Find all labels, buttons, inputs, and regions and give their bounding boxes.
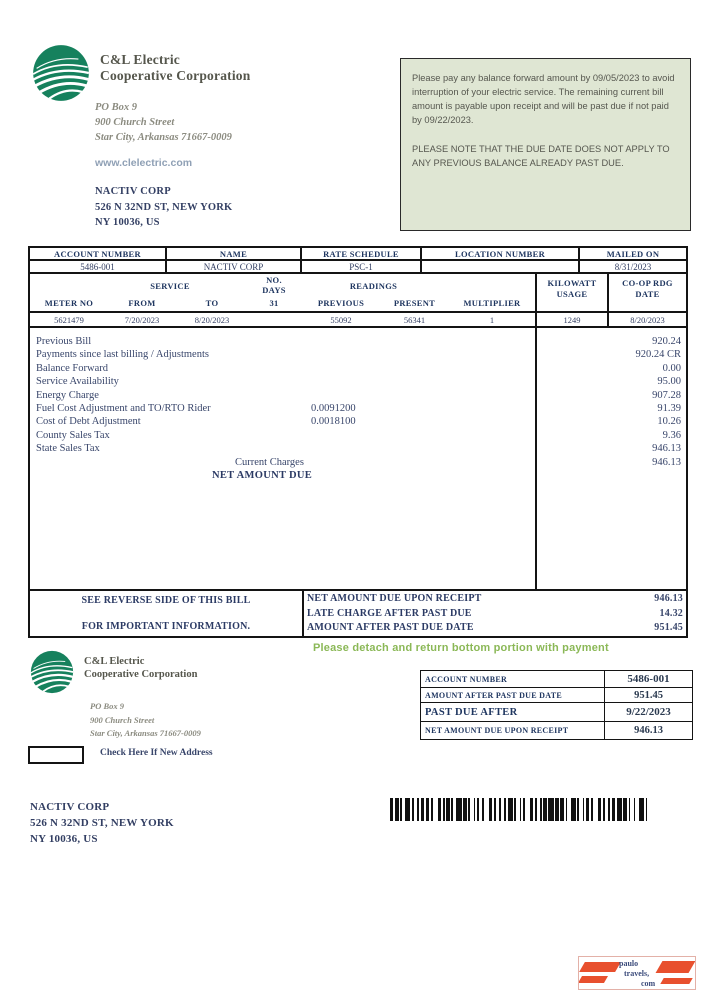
col-from: FROM — [128, 298, 156, 308]
col-kilowatt-usage: KILOWATT USAGE — [537, 274, 609, 311]
days-value: 31 — [269, 298, 279, 308]
company-website: www.clelectric.com — [95, 157, 193, 169]
service-to-value: 8/20/2023 — [194, 315, 230, 325]
remittance-row: PAST DUE AFTER 9/22/2023 — [421, 703, 692, 722]
col-mailed-on: MAILED ON — [580, 248, 686, 261]
charge-amount — [537, 469, 686, 482]
charge-amount: 9.36 — [662, 429, 681, 441]
col-meter-no: METER NO — [44, 298, 94, 308]
summary-section — [30, 589, 686, 636]
remit-past-due-after: 9/22/2023 — [604, 703, 692, 721]
company-logo-icon-small — [30, 650, 74, 694]
new-address-checkbox-label: Check Here If New Address — [100, 748, 213, 758]
remit-net-amount-due: 946.13 — [604, 722, 692, 739]
col-previous: PREVIOUS — [317, 298, 365, 308]
col-multiplier: MULTIPLIER — [463, 298, 521, 308]
col-name: NAME — [167, 248, 302, 261]
service-from-value: 7/20/2023 — [124, 315, 160, 325]
charge-amount: 946.13 — [652, 456, 681, 468]
account-value-row — [30, 261, 686, 274]
service-header-block — [30, 274, 686, 311]
col-location-number: LOCATION NUMBER — [422, 248, 580, 261]
net-amount-due-upon-receipt-value: 946.13 — [654, 593, 683, 604]
late-charge-value: 14.32 — [659, 607, 683, 619]
bill-table — [28, 246, 688, 638]
name-value: NACTIV CORP — [167, 261, 302, 274]
coop-rdg-date-value: 8/20/2023 — [630, 315, 665, 325]
remittance-customer-address: NACTIV CORP 526 N 32ND ST, NEW YORK NY 10036, US — [30, 801, 174, 845]
days-label: DAYS — [262, 285, 286, 295]
paulo-travels-watermark: paulo travels, com — [578, 956, 696, 990]
watermark-red-bar — [578, 976, 608, 983]
charge-row: Energy Charge — [36, 389, 99, 401]
present-reading-value: 56341 — [403, 315, 426, 325]
net-amount-due-label: NET AMOUNT DUE — [212, 469, 313, 481]
col-rate-schedule: RATE SCHEDULE — [302, 248, 422, 261]
charge-row: Payments since last billing / Adjustments — [36, 349, 209, 361]
company-address: PO Box 9 900 Church Street Star City, Arkansas 71667-0009 — [95, 102, 232, 143]
rate-schedule-value: PSC-1 — [302, 261, 422, 274]
remit-amount-after-past-due: 951.45 — [604, 688, 692, 702]
customer-address-block: NACTIV CORP 526 N 32ND ST, NEW YORK NY 10036, US — [95, 186, 233, 228]
col-present: PRESENT — [393, 298, 436, 308]
readings-label: READINGS — [349, 281, 398, 291]
col-coop-rdg-date: CO-OP RDG DATE — [622, 278, 673, 299]
remittance-row: AMOUNT AFTER PAST DUE DATE 951.45 — [421, 688, 692, 703]
charge-row: State Sales Tax — [36, 443, 100, 455]
company-name: C&L Electric Cooperative Corporation — [100, 52, 251, 83]
charge-amount: 907.28 — [652, 389, 681, 401]
charge-amount: 920.24 — [652, 336, 681, 347]
remittance-row: ACCOUNT NUMBER 5486-001 — [421, 671, 692, 688]
mailed-on-value: 8/31/2023 — [580, 261, 686, 274]
charge-row: County Sales Tax — [36, 429, 110, 441]
service-label: SERVICE — [150, 281, 190, 291]
charge-row: Previous Bill — [36, 336, 92, 347]
watermark-red-bar — [660, 978, 692, 984]
barcode — [390, 798, 648, 821]
kilowatt-usage-value: 1249 — [537, 313, 609, 326]
multiplier-value: 1 — [489, 315, 495, 325]
amount-after-past-due-value: 951.45 — [654, 622, 683, 633]
charges-section — [30, 326, 686, 589]
meter-no-value: 5621479 — [54, 315, 84, 325]
remittance-table — [420, 670, 693, 740]
current-charges-label: Current Charges — [235, 456, 304, 468]
summary-row: AMOUNT AFTER PAST DUE DATE 951.45 — [307, 621, 683, 636]
charge-amount: 0.00 — [662, 362, 681, 374]
payment-notice-box — [400, 58, 691, 231]
summary-row: NET AMOUNT DUE UPON RECEIPT 946.13 — [307, 592, 683, 607]
charge-amount: 920.24 CR — [635, 349, 681, 361]
meter-reading-row — [30, 311, 686, 326]
new-address-checkbox[interactable] — [28, 746, 84, 764]
company-name-small: C&L Electric Cooperative Corporation — [84, 656, 198, 680]
detach-instruction: Please detach and return bottom portion with payment — [313, 642, 609, 654]
reverse-side-note: SEE REVERSE SIDE OF THIS BILL FOR IMPORTANT INFORMATION. — [30, 591, 304, 636]
summary-row: LATE CHARGE AFTER PAST DUE 14.32 — [307, 607, 683, 622]
remittance-row: NET AMOUNT DUE UPON RECEIPT 946.13 — [421, 722, 692, 739]
watermark-red-bar — [579, 962, 621, 972]
charge-row: Service Availability — [36, 376, 119, 388]
company-logo-icon — [32, 44, 90, 102]
charge-row: Balance Forward — [36, 362, 109, 374]
charge-amount: 946.13 — [652, 443, 681, 455]
charge-amount: 95.00 — [657, 376, 681, 388]
remit-account-number: 5486-001 — [604, 671, 692, 687]
charge-row: Cost of Debt Adjustment 0.0018100 — [36, 416, 356, 428]
account-header-row — [30, 248, 686, 261]
previous-reading-value: 55092 — [330, 315, 352, 325]
col-to: TO — [205, 298, 219, 308]
company-address-small: PO Box 9 900 Church Street Star City, Arkansas 71667-0009 — [90, 701, 201, 738]
charge-amount: 91.39 — [657, 402, 681, 414]
location-number-value — [422, 261, 580, 274]
no-label: NO. — [266, 275, 282, 285]
charge-row: Fuel Cost Adjustment and TO/RTO Rider 0.0091200 — [36, 402, 356, 414]
notice-paragraph-caps: PLEASE NOTE THAT THE DUE DATE DOES NOT APPLY TO ANY PREVIOUS BALANCE ALREADY PAST DUE. — [412, 143, 670, 168]
charge-labels-column — [30, 328, 537, 589]
watermark-red-bar — [656, 961, 696, 973]
charge-amount: 10.26 — [657, 416, 681, 428]
notice-paragraph: Please pay any balance forward amount by 09/05/2023 to avoid interruption of your electric service. The remaining current bill amount is payable upon receipt and will be past due if not paid by 09/22/2023. — [412, 73, 675, 125]
charge-amounts-column — [537, 328, 686, 589]
col-account-number: ACCOUNT NUMBER — [30, 248, 167, 261]
account-number-value: 5486-001 — [30, 261, 167, 274]
